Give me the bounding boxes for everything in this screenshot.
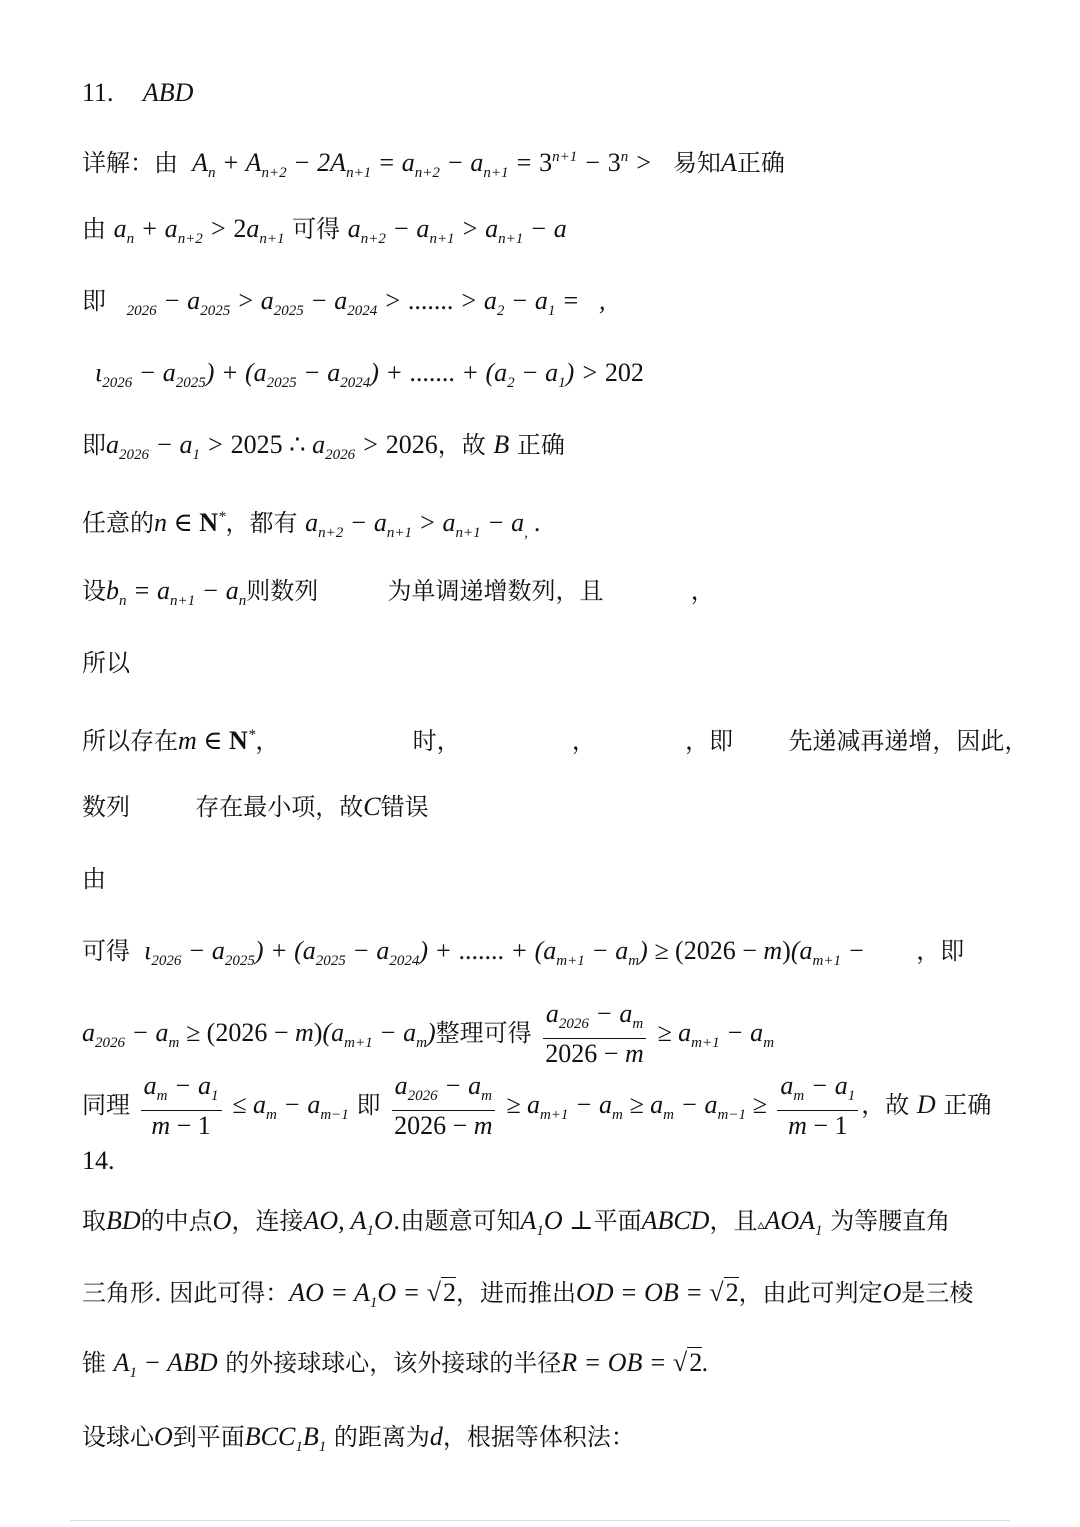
- problem14-line-2: 三角形. 因此可得：AO = $A_1O = √2$，进而推出OD = OB = √2，由此可判定O是三棱: [82, 1278, 974, 1311]
- solution-line-3: [82, 284, 605, 328]
- p3-a: 锥: [82, 1349, 106, 1377]
- line14-formula-a: $a_{2026} - a_m \ge (2026 - m)(a_{m+1} - a_m)$: [82, 1018, 436, 1051]
- p4-b: 到平面: [172, 1423, 245, 1451]
- line15-choice-d: D: [916, 1090, 936, 1119]
- solution-line-8: [82, 646, 130, 680]
- solution-line-9: 所以存在m ∈ N*， 时， ， ，即 先递减再递增，因此，: [82, 726, 1029, 755]
- p1-c: ，连接: [231, 1207, 304, 1235]
- p2-a: 三角形. 因此可得：: [82, 1279, 290, 1307]
- p4-a: 设球心: [82, 1423, 154, 1451]
- solution-line-14: [82, 1072, 991, 1141]
- line2-prefix: 由: [82, 215, 106, 243]
- line6-mid: 故: [461, 431, 486, 459]
- solution-line-6: [82, 500, 541, 550]
- line8-mid: 则数列: [246, 577, 319, 605]
- line3-formula: $_{2026} - a_{2025} > a_{2025} - a_{2024}$ > ....... > $a_2 - a_1$ = ,: [126, 286, 606, 319]
- solution-line-5: 即$a_{2026} - a_1 > 2025$ ∴ $a_{2026} > 2026$，故 B 正确: [82, 430, 565, 463]
- line7-mid: ，都有: [225, 509, 298, 537]
- line15-fraction-2: $\frac{a_{2026} - a_m}{2026 - m}$: [391, 1072, 495, 1141]
- line15-formula-a: ≤ $a_m - a_{m-1}$: [232, 1090, 349, 1123]
- p4-c: 的距离为: [333, 1423, 430, 1451]
- line8-comma: ，: [690, 577, 715, 605]
- problem-11-header: [82, 76, 193, 110]
- solution-line-4: [82, 356, 644, 400]
- line8-formula: $b_n = a_{n+1} - a_n$: [106, 576, 247, 609]
- solution-line-13: [82, 1000, 774, 1069]
- line1-formula: $A_n + A_{n+2} - 2A_{n+1} = a_{n+2} - a_{n+1} = 3^{n+1} - 3^n$ >: [185, 148, 666, 181]
- line7-prefix: 任意的: [82, 509, 154, 537]
- p2-c: ，由此可判定: [738, 1279, 883, 1307]
- line14-mid: 整理可得: [435, 1019, 532, 1047]
- line14-formula-b: ≥ $a_{m+1} - a_m$: [657, 1018, 775, 1051]
- solution-line-7: [82, 574, 715, 618]
- p1-f: ，且: [709, 1207, 758, 1235]
- p1-d: .由题意可知: [392, 1207, 521, 1235]
- line15-end: 正确: [943, 1091, 992, 1119]
- line2-formula-a: $a_n + a_{n+2} > 2a_{n+1}$: [113, 214, 285, 247]
- p2-d: 是三棱: [901, 1279, 974, 1307]
- line8-prefix: 设: [82, 577, 106, 605]
- line1-prefix: 详解：由: [82, 149, 178, 177]
- p1-g: 为等腰直角: [830, 1207, 951, 1235]
- line6-choice-b: B: [493, 430, 510, 459]
- line1-tail: 易知: [672, 149, 721, 177]
- line14-fraction: $\frac{a_{2026} - a_m}{2026 - m}$: [542, 1000, 646, 1069]
- problem14-line-4: 设球心O到平面$BCC_1B_1$ 的距离为d，根据等体积法：: [82, 1422, 635, 1455]
- line10-prefix: 所以存在: [82, 727, 178, 755]
- line9-text: 所以: [82, 649, 130, 677]
- p3-b: 的外接球球心，该外接球的半径: [225, 1349, 562, 1377]
- line15-fraction-1: $\frac{a_m - a_1}{m - 1}$: [141, 1072, 222, 1141]
- solution-line-10: [82, 790, 429, 824]
- line10-tail: 先递减再递增，因此，: [788, 727, 1029, 755]
- line11-end: 错误: [380, 793, 429, 821]
- solution-line-1: [82, 140, 785, 190]
- line7-formula: $a_{n+2} - a_{n+1} > a_{n+1} - a_,$ .: [305, 508, 541, 541]
- line13-prefix: 可得: [82, 937, 130, 965]
- line2-formula-b: $a_{n+2} - a_{n+1} > a_{n+1} - a$: [347, 214, 567, 247]
- p1-b: 的中点: [140, 1207, 213, 1235]
- line13-formula: $\iota_{2026} - a_{2025}) + (a_{2025} - a_{2024})$ + ....... + $(a_{m+1} - a_m) \ge (2026 - m)(a_{m+1}$ −: [137, 936, 866, 969]
- line15-fraction-3: $\frac{a_m - a_1}{m - 1}$: [777, 1072, 858, 1141]
- problem14-line-3: 锥 $A_1$ − ABD 的外接球球心，该外接球的半径R = OB = √2.: [82, 1348, 709, 1381]
- line6-prefix: 即: [82, 431, 106, 459]
- line15-mid: ，故: [861, 1091, 910, 1119]
- line11-choice-c: C: [363, 792, 381, 821]
- solution-line-2: [82, 212, 567, 256]
- line10-comma: ，: [571, 727, 596, 755]
- line6-end: 正确: [516, 431, 565, 459]
- line15-ji: 即: [356, 1091, 381, 1119]
- line12-text: 由: [82, 865, 106, 893]
- solution-line-11: [82, 862, 106, 896]
- line11-mid: 存在最小项，故: [195, 793, 364, 821]
- page-bottom-divider: [70, 1520, 1010, 1521]
- line15-formula-b: ≥ $a_{m+1} - a_m \ge a_m - a_{m-1}$ ≥: [506, 1090, 767, 1123]
- line13-end: ，即: [916, 937, 965, 965]
- problem14-line-1: 取BD的中点O，连接AO, $A_1O$.由题意可知$A_1O$ ⊥平面ABCD，且$▵AOA_1$ 为等腰直角: [82, 1206, 951, 1239]
- line10-shi: 时，: [412, 727, 461, 755]
- line10-ji: ，即: [685, 727, 734, 755]
- line3-prefix: 即: [82, 287, 106, 315]
- line8-tail: 为单调递增数列，且: [387, 577, 604, 605]
- problem-number: 14.: [82, 1146, 115, 1175]
- line4-formula: $\iota_{2026} - a_{2025}) + (a_{2025} - a_{2024})$ + ....... + $(a_2 - a_1) > 202$: [82, 358, 644, 391]
- line7-set: n ∈ N*: [154, 508, 226, 537]
- p1-a: 取: [82, 1207, 106, 1235]
- problem-14-header: [82, 1144, 115, 1178]
- p4-d: ，根据等体积法：: [442, 1423, 635, 1451]
- p1-e: 平面: [593, 1207, 642, 1235]
- line10-set: m ∈ N*: [178, 726, 256, 755]
- problem-number: 11.: [82, 78, 114, 107]
- line15-prefix: 同理: [82, 1091, 130, 1119]
- answer-choices: ABD: [142, 78, 194, 107]
- line1-end: 正确: [736, 149, 785, 177]
- line6-formula: $a_{2026} - a_1 > 2025$ ∴ $a_{2026} > 2026$: [106, 430, 438, 463]
- line2-mid: 可得: [292, 215, 341, 243]
- line1-choice-a: A: [720, 148, 737, 177]
- line11-prefix: 数列: [82, 793, 130, 821]
- p2-b: ，进而推出: [455, 1279, 576, 1307]
- solution-line-12: [82, 934, 964, 978]
